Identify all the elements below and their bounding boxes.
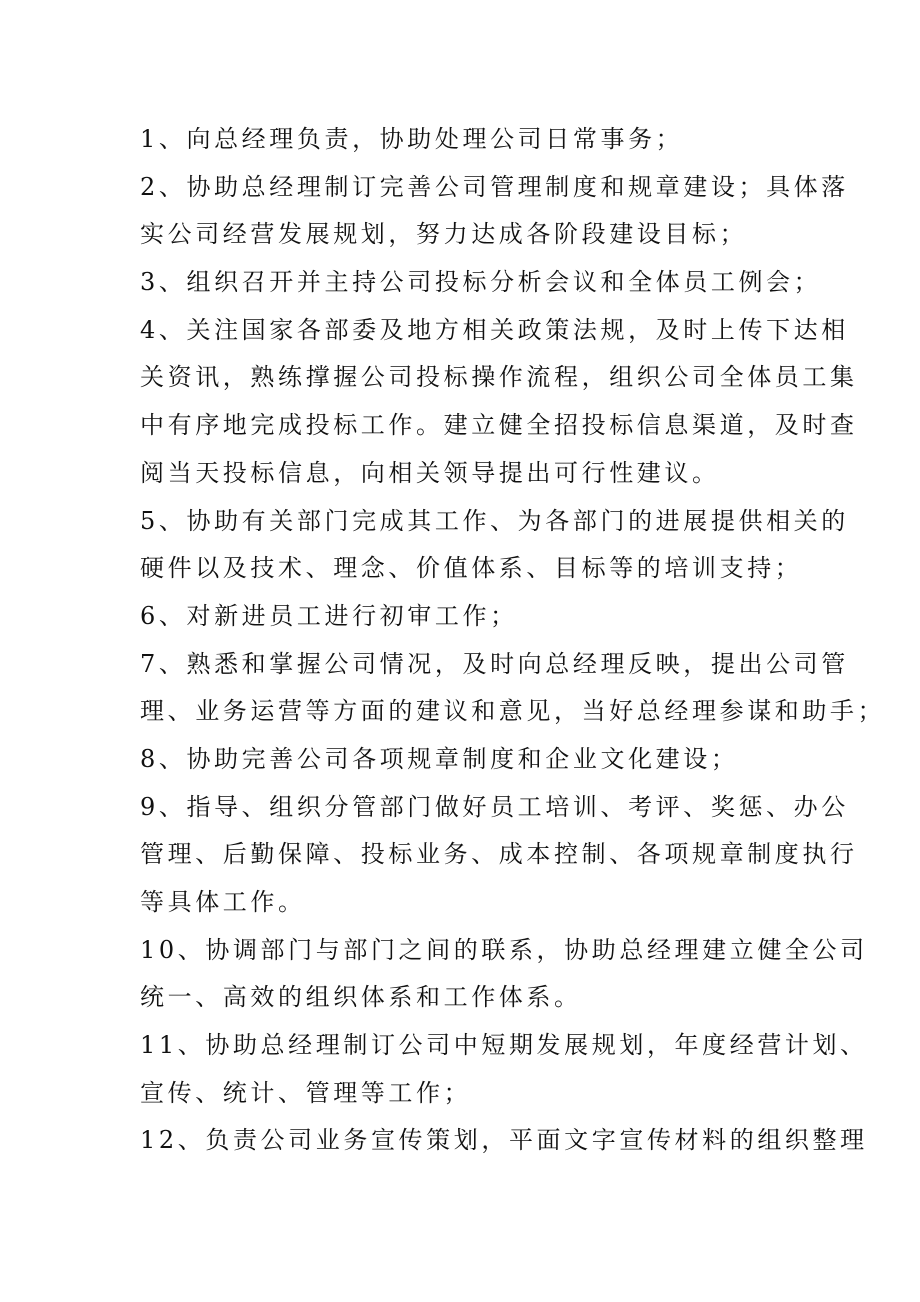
text-line: 8、协助完善公司各项规章制度和企业文化建设； xyxy=(140,744,739,773)
text-line: 实公司经营发展规划，努力达成各阶段建设目标； xyxy=(140,220,748,249)
document-body xyxy=(140,116,886,1165)
text-line: 阅当天投标信息，向相关领导提出可行性建议。 xyxy=(140,458,720,487)
text-line: 4、关注国家各部委及地方相关政策法规，及时上传下达相 xyxy=(140,315,849,344)
text-line: 硬件以及技术、理念、价值体系、目标等的培训支持； xyxy=(140,554,803,583)
text-line: 2、协助总经理制订完善公司管理制度和规章建设；具体落 xyxy=(140,172,849,201)
text-line: 宣传、统计、管理等工作； xyxy=(140,1078,472,1107)
text-line: 3、组织召开并主持公司投标分析会议和全体员工例会； xyxy=(140,268,822,297)
text-line: 关资讯，熟练撑握公司投标操作流程，组织公司全体员工集 xyxy=(140,363,858,392)
text-line: 11、协助总经理制订公司中短期发展规划，年度经营计划、 xyxy=(140,1031,868,1060)
text-line: 等具体工作。 xyxy=(140,888,306,916)
text-line: 6、对新进员工进行初审工作； xyxy=(140,601,518,630)
text-line: 7、熟悉和掌握公司情况，及时向总经理反映，提出公司管 xyxy=(140,649,849,678)
text-line: 1、向总经理负责，协助处理公司日常事务； xyxy=(140,125,684,153)
text-line: 理、业务运营等方面的建议和意见，当好总经理参谋和助手； xyxy=(140,697,886,726)
text-line: 中有序地完成投标工作。建立健全招投标信息渠道，及时查 xyxy=(140,411,858,440)
text-line: 10、协调部门与部门之间的联系，协助总经理建立健全公司 xyxy=(140,935,868,964)
text-line: 5、协助有关部门完成其工作、为各部门的进展提供相关的 xyxy=(140,506,849,535)
text-line: 9、指导、组织分管部门做好员工培训、考评、奖惩、办公 xyxy=(140,792,849,821)
text-line: 统一、高效的组织体系和工作体系。 xyxy=(140,983,582,1012)
text-line: 管理、后勤保障、投标业务、成本控制、各项规章制度执行 xyxy=(140,840,858,869)
text-line: 12、负责公司业务宣传策划，平面文字宣传材料的组织整理 xyxy=(140,1126,868,1155)
